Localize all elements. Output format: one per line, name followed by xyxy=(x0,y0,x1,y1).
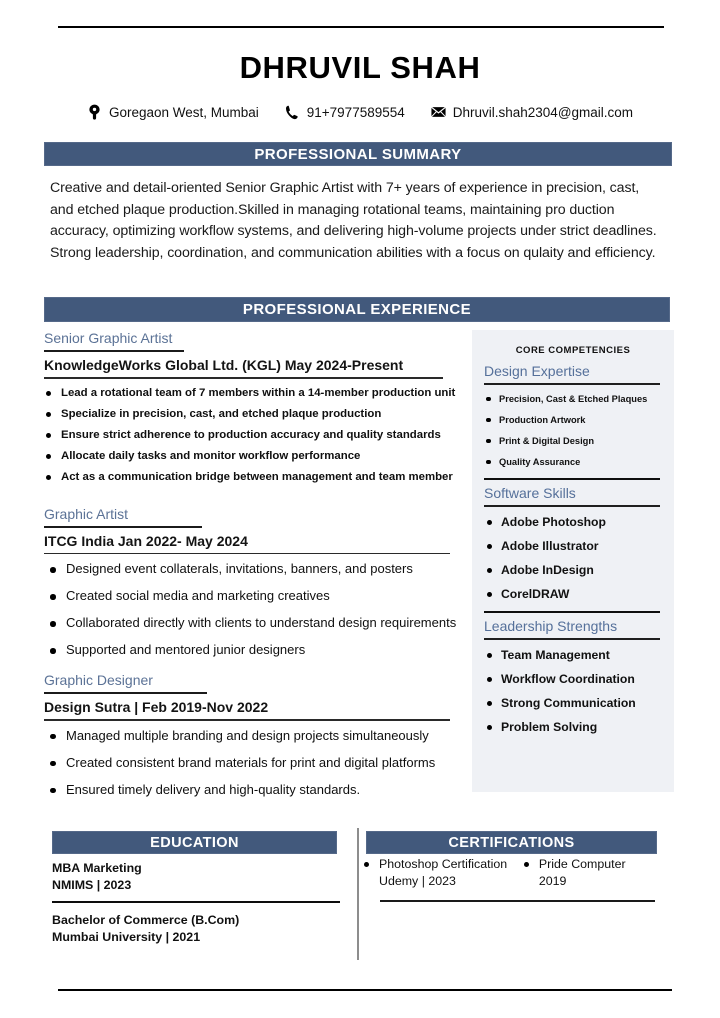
core-competencies-title: CORE COMPETENCIES xyxy=(515,345,631,356)
job-bullet: Specialize in precision, cast, and etched plaque production xyxy=(44,407,459,421)
education-entry xyxy=(52,860,340,901)
competency-item: Problem Solving xyxy=(484,720,660,734)
experience-entry xyxy=(44,330,459,484)
job-bullet: Created social media and marketing creatives xyxy=(44,588,459,604)
job-company: Design Sutra | Feb 2019-Nov 2022 xyxy=(44,699,269,715)
job-bullet-list xyxy=(44,728,459,798)
job-bullet: Created consistent brand materials for print and digital platforms xyxy=(44,755,459,771)
job-title: Graphic Artist xyxy=(44,505,129,522)
job-title: Senior Graphic Artist xyxy=(44,330,173,346)
certifications-column xyxy=(362,856,662,890)
job-title-rule xyxy=(44,526,202,528)
certification-detail: 2019 xyxy=(538,874,567,888)
certifications-divider xyxy=(380,900,655,902)
job-bullet-list xyxy=(44,561,459,658)
page-bottom-rule xyxy=(58,989,672,991)
competency-item: Adobe Photoshop xyxy=(484,515,660,529)
job-bullet: Lead a rotational team of 7 members within a 14-member production unit xyxy=(44,386,459,400)
contact-email-text: Dhruvil.shah2304@gmail.com xyxy=(452,104,634,120)
job-company: ITCG India Jan 2022- May 2024 xyxy=(44,532,248,549)
job-bullet: Allocate daily tasks and monitor workflow performance xyxy=(44,449,459,463)
job-bullet-list xyxy=(44,386,459,484)
job-bullet: Supported and mentored junior designers xyxy=(44,642,459,658)
competency-group-design-expertise xyxy=(472,363,674,468)
competency-divider xyxy=(484,611,660,614)
section-banner-professional-summary: PROFESSIONAL SUMMARY xyxy=(44,142,672,166)
certification-name: Photoshop Certification xyxy=(379,857,508,871)
page-top-rule xyxy=(58,26,664,28)
job-bullet: Act as a communication bridge between management and team member xyxy=(44,470,459,484)
competency-group-heading: Leadership Strengths xyxy=(484,618,618,634)
education-degree: MBA Marketing xyxy=(52,861,142,875)
job-bullet: Ensure strict adherence to production accuracy and quality standards xyxy=(44,428,459,442)
contact-phone-text: 91+7977589554 xyxy=(306,104,405,120)
competency-heading-rule xyxy=(484,638,660,640)
section-banner-education: EDUCATION xyxy=(52,831,337,854)
certification-entry xyxy=(522,856,662,890)
competency-item: Adobe InDesign xyxy=(484,563,660,577)
contact-row xyxy=(0,104,720,120)
job-company-rule xyxy=(44,719,450,721)
certification-name: Pride Computer xyxy=(538,857,626,871)
job-title: Graphic Designer xyxy=(44,672,153,688)
contact-location-text: Goregaon West, Mumbai xyxy=(108,104,259,120)
competency-group-software-skills xyxy=(472,485,674,601)
job-company-rule xyxy=(44,377,443,379)
job-company: KnowledgeWorks Global Ltd. (KGL) May 2024-Present xyxy=(44,357,404,373)
certification-detail: Udemy | 2023 xyxy=(379,874,456,888)
experience-entry xyxy=(44,506,459,659)
phone-icon xyxy=(285,104,300,120)
candidate-name: DHRUVIL SHAH xyxy=(239,50,481,85)
competency-item: Team Management xyxy=(484,648,660,662)
location-pin-icon xyxy=(87,104,102,120)
section-banner-professional-experience: PROFESSIONAL EXPERIENCE xyxy=(44,297,670,322)
education-entry xyxy=(52,912,340,953)
competency-heading-rule xyxy=(484,383,660,385)
competency-item: Workflow Coordination xyxy=(484,672,660,686)
bottom-column-divider xyxy=(357,828,359,960)
competency-item: CorelDRAW xyxy=(484,587,660,601)
contact-email xyxy=(431,104,633,120)
job-bullet: Managed multiple branding and design projects simultaneously xyxy=(44,728,459,744)
job-title-rule xyxy=(44,692,207,694)
job-bullet: Ensured timely delivery and high-quality standards. xyxy=(44,782,459,798)
competency-item: Strong Communication xyxy=(484,696,660,710)
job-company-rule xyxy=(44,553,450,555)
competency-group-heading: Design Expertise xyxy=(484,363,590,379)
job-bullet: Collaborated directly with clients to understand design requirements xyxy=(44,615,459,631)
education-degree: Bachelor of Commerce (B.Com) xyxy=(52,913,240,927)
section-banner-certifications: CERTIFICATIONS xyxy=(366,831,657,854)
competency-heading-rule xyxy=(484,505,660,507)
education-institute: Mumbai University | 2021 xyxy=(52,929,201,944)
competency-group-leadership-strengths xyxy=(472,618,674,734)
experience-entry xyxy=(44,672,459,798)
education-institute: NMIMS | 2023 xyxy=(52,877,132,892)
education-divider xyxy=(52,901,340,903)
competency-list xyxy=(484,515,660,601)
competency-list xyxy=(484,648,660,734)
experience-column xyxy=(44,330,459,812)
job-title-rule xyxy=(44,350,184,352)
competency-divider xyxy=(484,478,660,481)
competency-item: Quality Assurance xyxy=(484,456,660,468)
competency-item: Adobe Illustrator xyxy=(484,539,660,553)
competency-item: Production Artwork xyxy=(484,414,660,426)
contact-phone xyxy=(285,104,405,120)
core-competencies-panel xyxy=(472,330,674,792)
job-bullet: Designed event collaterals, invitations, banners, and posters xyxy=(44,561,459,577)
education-column xyxy=(52,860,340,953)
competency-group-heading: Software Skills xyxy=(484,485,576,501)
contact-location xyxy=(87,104,259,120)
certification-entry xyxy=(362,856,516,890)
competency-item: Print & Digital Design xyxy=(484,435,660,447)
competency-list xyxy=(484,393,660,468)
competency-item: Precision, Cast & Etched Plaques xyxy=(484,393,660,405)
envelope-icon xyxy=(431,104,446,120)
professional-summary-text: Creative and detail-oriented Senior Graphic Artist with 7+ years of experience in precision, cast, and etched plaque production.Skilled in managing rotational teams, maintaining pro duction accuracy, optimizing workflow systems, and delivering high-volume projects under strict deadlines. Strong leadership, coordination, and communication abilities with a focus on qulaity and efficiency. xyxy=(50,180,657,261)
